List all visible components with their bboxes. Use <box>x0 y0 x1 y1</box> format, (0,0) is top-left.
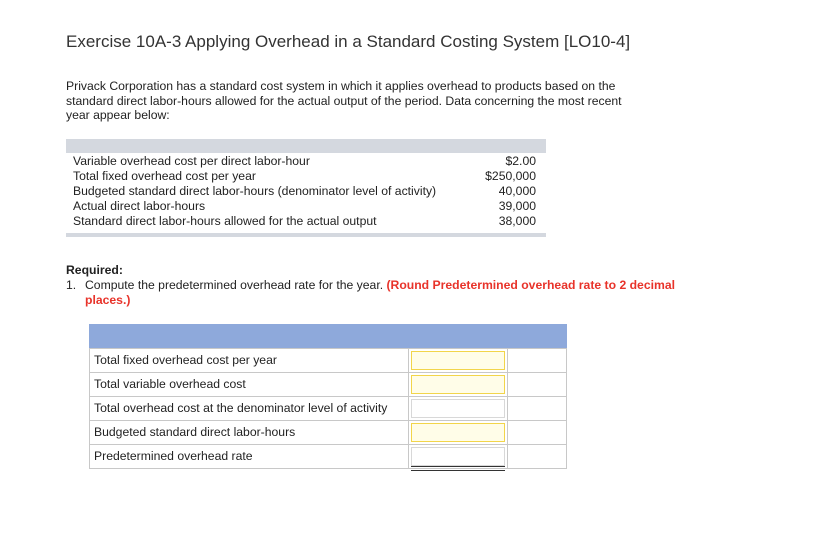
answer-row-budgeted-hours <box>89 421 567 445</box>
required-heading: Required: <box>66 263 123 277</box>
answer-table <box>89 324 567 469</box>
answer-label: Predetermined overhead rate <box>94 449 253 463</box>
data-row-actual-hours <box>66 199 546 214</box>
question-1 <box>66 278 706 308</box>
data-value: $250,000 <box>485 169 536 183</box>
data-value: $2.00 <box>505 154 536 168</box>
answer-row-predetermined-rate <box>89 445 567 469</box>
total-overhead-input[interactable] <box>411 399 505 418</box>
data-label: Standard direct labor-hours allowed for the actual output <box>73 214 377 228</box>
data-value: 39,000 <box>498 199 536 213</box>
data-label: Total fixed overhead cost per year <box>73 169 256 183</box>
problem-description: Privack Corporation has a standard cost system in which it applies overhead to products based on the standard direct labor-hours allowed for the actual output of the period. Data concerning the most recent year appear below: <box>66 79 622 122</box>
answer-row-variable-overhead <box>89 373 567 397</box>
answer-table-header <box>89 324 567 348</box>
answer-row-fixed-overhead <box>89 348 567 373</box>
data-row-standard-hours <box>66 214 546 229</box>
fixed-overhead-input[interactable] <box>411 351 505 370</box>
data-value: 40,000 <box>498 184 536 198</box>
answer-cell <box>408 421 508 444</box>
question-text: Compute the predetermined overhead rate for the year. <box>85 278 384 292</box>
answer-label: Total variable overhead cost <box>94 377 246 391</box>
answer-label: Budgeted standard direct labor-hours <box>94 425 296 439</box>
predetermined-rate-input[interactable] <box>411 447 505 466</box>
page-title: Exercise 10A-3 Applying Overhead in a Standard Costing System [LO10-4] <box>66 32 631 51</box>
variable-overhead-input[interactable] <box>411 375 505 394</box>
answer-cell <box>408 373 508 396</box>
answer-cell <box>408 349 508 372</box>
given-data-table <box>66 139 546 237</box>
answer-label: Total fixed overhead cost per year <box>94 353 277 367</box>
data-label: Actual direct labor-hours <box>73 199 206 213</box>
data-value: 38,000 <box>498 214 536 228</box>
budgeted-hours-input[interactable] <box>411 423 505 442</box>
data-row-fixed-cost <box>66 169 546 184</box>
rounding-instruction: (Round Predetermined overhead rate to 2 decimal places.) <box>85 278 675 307</box>
answer-cell <box>408 397 508 420</box>
data-row-variable-rate <box>66 154 546 169</box>
data-row-budgeted-hours <box>66 184 546 199</box>
answer-label: Total overhead cost at the denominator level of activity <box>94 401 388 415</box>
given-data-header <box>66 139 546 153</box>
data-label: Budgeted standard direct labor-hours (denominator level of activity) <box>73 184 437 198</box>
question-number: 1. <box>66 278 77 292</box>
given-data-footer <box>66 233 546 237</box>
answer-cell <box>408 445 508 468</box>
data-label: Variable overhead cost per direct labor-hour <box>73 154 310 168</box>
answer-row-total-overhead <box>89 397 567 421</box>
